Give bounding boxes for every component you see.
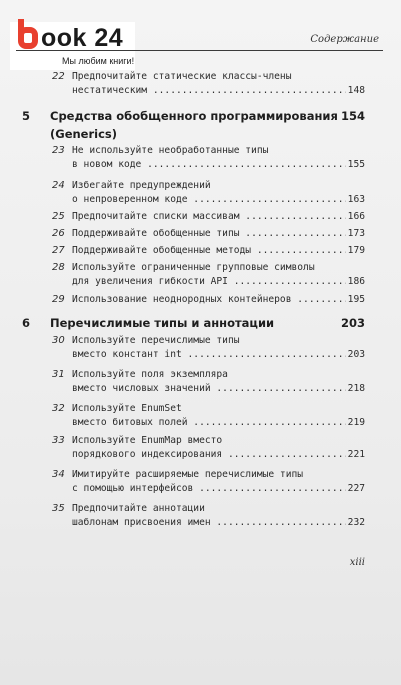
entry-title-line2: вместо констант int ..... [72,348,346,362]
entry-title: Поддерживайте обобщенные типы ..... [72,227,346,241]
entry-number: 28 [52,262,65,273]
entry-title-line1: Используйте поля экземпляра [72,369,228,380]
entry-title-line1: Используйте EnumMap вместо [72,435,223,446]
page-folio: xiii [349,557,365,568]
toc-entry-24 [52,179,365,207]
toc-entry-34 [52,468,365,496]
book24-logo [10,22,135,70]
entry-title-line1: Используйте EnumSet [72,403,182,414]
chapter-title-line2: (Generics) [50,127,118,141]
entry-number: 23 [52,145,65,156]
entry-page: 166 [347,211,365,222]
entry-title-line1: Используйте ограниченные групповые символы [72,262,315,273]
toc-entry-29 [52,293,365,307]
entry-number: 27 [52,245,65,256]
toc-entry-30 [52,334,365,362]
entry-number: 33 [52,435,65,446]
entry-number: 34 [52,469,65,480]
entry-title-line1: Используйте перечислимые типы [72,335,240,346]
toc-entry-23 [52,144,365,172]
entry-page: 219 [347,417,365,428]
entry-page: 163 [347,194,365,205]
entry-title-line2: вместо числовых значений ..... [72,382,346,396]
entry-title: Поддерживайте обобщенные методы ..... [72,244,346,258]
entry-title-line1: Избегайте предупреждений [72,180,211,191]
logo-slogan: Мы любим книги! [62,56,135,66]
entry-title: Предпочитайте списки массивам ..... [72,210,346,224]
toc-entry-32 [52,402,365,430]
entry-title-line2: с помощью интерфейсов ..... [72,482,346,496]
chapter-number: 5 [22,109,31,123]
chapter-number: 6 [22,316,31,330]
toc-entry-28 [52,261,365,289]
toc-entry-35 [52,502,365,530]
entry-title-line1: Не используйте необработанные типы [72,145,269,156]
toc-entry-25 [52,210,365,224]
entry-page: 221 [347,449,365,460]
toc-entry-22 [52,70,365,98]
entry-title-line1: Предпочитайте аннотации [72,503,205,514]
entry-title-line2: шаблонам присвоения имен ..... [72,516,346,530]
toc-entry-27 [52,244,365,258]
entry-title-line2: для увеличения гибкости API ..... [72,275,346,289]
entry-title-line2: в новом коде ..... [72,158,346,172]
entry-number: 32 [52,403,65,414]
chapter-page: 203 [340,316,365,330]
entry-title: Использование неоднородных контейнеров ..... [72,293,346,307]
entry-title-line2: нестатическим ..... [72,84,346,98]
entry-number: 29 [52,294,65,305]
logo-brand-text: ook 24 [41,24,124,52]
entry-page: 218 [347,383,365,394]
toc-entry-26 [52,227,365,241]
entry-page: 179 [347,245,365,256]
entry-page: 195 [347,294,365,305]
entry-title-line2: порядкового индексирования ..... [72,448,346,462]
chapter-page: 154 [340,109,365,123]
entry-number: 24 [52,180,65,191]
entry-page: 203 [347,349,365,360]
entry-title-line1: Предпочитайте статические классы-члены [72,71,292,82]
entry-page: 186 [347,276,365,287]
entry-title-line2: о непроверенном коде ..... [72,193,346,207]
toc-entry-31 [52,368,365,396]
entry-title-line2: вместо битовых полей ..... [72,416,346,430]
logo-b-mark-icon [18,27,38,49]
entry-number: 31 [52,369,65,380]
entry-page: 227 [347,483,365,494]
entry-page: 155 [347,159,365,170]
entry-number: 22 [52,71,65,82]
header-rule [16,50,383,51]
running-head: Содержание [310,34,379,45]
entry-page: 148 [347,85,365,96]
entry-number: 35 [52,503,65,514]
chapter-title: Перечислимые типы и аннотации [50,316,275,330]
entry-page: 232 [347,517,365,528]
entry-page: 173 [347,228,365,239]
entry-number: 26 [52,228,65,239]
entry-number: 25 [52,211,65,222]
entry-number: 30 [52,335,65,346]
toc-entry-33 [52,434,365,462]
entry-title-line1: Имитируйте расширяемые перечислимые типы [72,469,304,480]
chapter-title: Средства обобщенного программирования [50,109,338,123]
